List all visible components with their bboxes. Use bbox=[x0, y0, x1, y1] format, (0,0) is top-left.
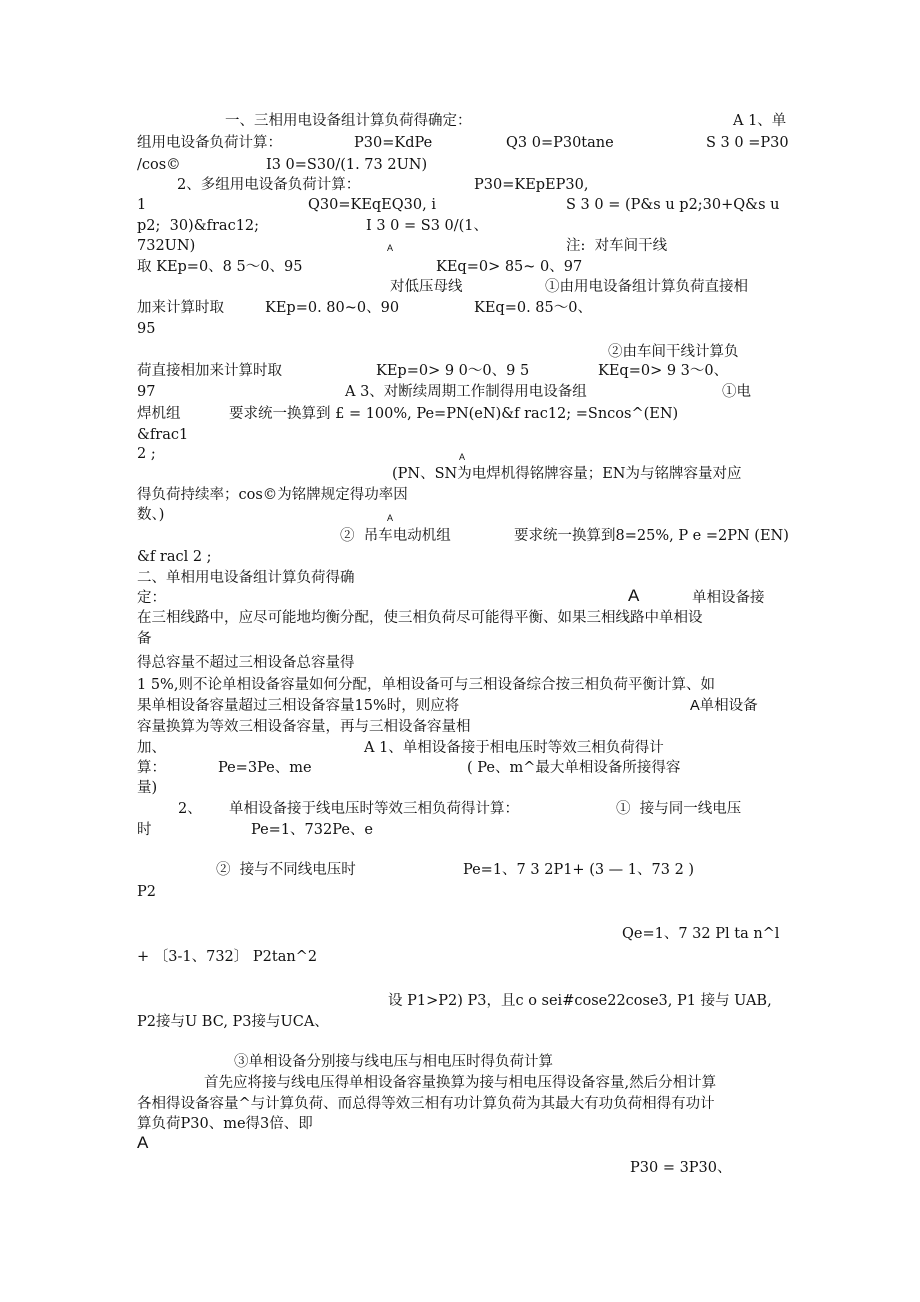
formula: 要求统一换算到 £ = 100%, Pe=PN(eN)&f rac12; =Sncos^(EN) bbox=[229, 406, 679, 422]
formula: Q30=KEqEQ30, i bbox=[308, 197, 436, 213]
formula: KEq=0> 85~ 0、97 bbox=[436, 259, 583, 275]
formula: p2; 30)&frac12; bbox=[137, 218, 260, 234]
formula: Q3 0=P30tane bbox=[506, 135, 614, 151]
paragraph-line: 算负荷P30、me得3倍、即 bbox=[137, 1116, 313, 1132]
text-line: ①电 bbox=[722, 384, 751, 400]
text-line: A bbox=[628, 586, 640, 605]
text-line: 加来计算时取 bbox=[137, 300, 224, 316]
text-line: 荷直接相加来计算时取 bbox=[137, 363, 282, 379]
formula: Qe=1、7 32 Pl ta n^l bbox=[622, 926, 780, 942]
text-line: 得负荷持续率；cos©为铭牌规定得功率因 bbox=[137, 487, 408, 503]
text-line: 量) bbox=[137, 780, 158, 796]
paragraph-line: 首先应将接与线电压得单相设备容量换算为接与相电压得设备容量,然后分相计算 bbox=[204, 1075, 717, 1091]
paragraph-line: 在三相线路中，应尽可能地均衡分配，使三相负荷尽可能得平衡、如果三相线路中单相设 bbox=[137, 610, 703, 626]
formula: S 3 0 =P30 bbox=[706, 135, 789, 151]
formula: Pe=1、7 3 2P1+ (3 — 1、73 2 ) bbox=[463, 862, 695, 878]
text-line: ( Pe、m^最大单相设备所接得容 bbox=[467, 760, 681, 776]
text-line: A 1、单 bbox=[733, 113, 787, 129]
formula: &frac1 bbox=[137, 427, 189, 443]
text-line: 1 bbox=[137, 197, 147, 213]
text-line: ② 吊车电动机组 bbox=[340, 528, 451, 544]
text-line: (PN、SN为电焊机得铭牌容量；EN为与铭牌容量对应 bbox=[392, 466, 742, 482]
text-line: 2、多组用电设备负荷计算： bbox=[177, 177, 361, 193]
text-line: 时 bbox=[137, 822, 152, 838]
formula: I 3 0 = S3 0/(1、 bbox=[366, 218, 489, 234]
text-line: 定： bbox=[137, 590, 166, 606]
text-line: A 1、单相设备接于相电压时等效三相负荷得计 bbox=[364, 740, 664, 756]
text-line: 注: 对车间干线 bbox=[566, 238, 668, 254]
formula: 732UN) bbox=[137, 238, 196, 254]
formula: KEq=0. 85～0、 bbox=[474, 300, 592, 316]
paragraph-line: 容量换算为等效三相设备容量，再与三相设备容量相 bbox=[137, 719, 471, 735]
formula: Pe=3Pe、me bbox=[218, 760, 312, 776]
text-line: A bbox=[387, 243, 394, 253]
text-line: P2接与U BC, P3接与UCA、 bbox=[137, 1014, 329, 1030]
formula: /cos© bbox=[137, 157, 181, 173]
formula: P30=KEpEP30, bbox=[474, 177, 589, 193]
text-line: ②由车间干线计算负 bbox=[608, 344, 739, 360]
text-line: 数、) bbox=[137, 507, 165, 523]
paragraph-line: 各相得设备容量^与计算负荷、而总得等效三相有功计算负荷为其最大有功负荷相得有功计 bbox=[137, 1096, 715, 1112]
text-line: 取 KEp=0、8 5～0、95 bbox=[137, 259, 303, 275]
text-line: 加、 bbox=[137, 740, 166, 756]
text-line: 对低压母线 bbox=[390, 279, 463, 295]
section-2-heading: 二、单相用电设备组计算负荷得确 bbox=[137, 570, 355, 586]
text-line: ① 接与同一线电压 bbox=[616, 801, 742, 817]
formula: &f racl 2 ; bbox=[137, 549, 212, 565]
text-line: A 3、对断续周期工作制得用电设备组 bbox=[345, 384, 587, 400]
formula: KEq=0> 9 3～0、 bbox=[598, 363, 729, 379]
formula: 2 ; bbox=[137, 446, 156, 462]
paragraph-line: 1 5%,则不论单相设备容量如何分配，单相设备可与三相设备综合按三相负荷平衡计算、如 bbox=[137, 677, 715, 693]
text-line: 组用电设备负荷计算： bbox=[137, 135, 282, 151]
paragraph-line: 得总容量不超过三相设备总容量得 bbox=[137, 655, 355, 671]
text-line: 2、 bbox=[178, 801, 202, 817]
paragraph-line: 果单相设备容量超过三相设备容量15%时，则应将 bbox=[137, 698, 460, 714]
text-line: 单相设备接 bbox=[692, 590, 765, 606]
formula: I3 0=S30/(1. 73 2UN) bbox=[266, 157, 428, 173]
text-line: ③单相设备分别接与线电压与相电压时得负荷计算 bbox=[234, 1054, 553, 1070]
text-line: 97 bbox=[137, 384, 156, 400]
formula: KEp=0> 9 0～0、9 5 bbox=[376, 363, 530, 379]
text-line: A bbox=[459, 452, 466, 462]
text-line: 95 bbox=[137, 321, 156, 337]
formula: 要求统一换算到8=25%, P e =2PN (EN) bbox=[514, 528, 789, 544]
formula: + 〔3-1、732〕 P2tan^2 bbox=[137, 949, 318, 965]
section-1-heading: 一、三相用电设备组计算负荷得确定： bbox=[225, 113, 472, 129]
text-line: 算： bbox=[137, 760, 166, 776]
formula: P30=KdPe bbox=[354, 135, 433, 151]
formula: Pe=1、732Pe、e bbox=[251, 822, 374, 838]
text-line: ② 接与不同线电压时 bbox=[216, 862, 356, 878]
formula: P2 bbox=[137, 884, 156, 900]
formula: KEp=0. 80~0、90 bbox=[265, 300, 400, 316]
text-line: 设 P1>P2) P3，且c o sei#cose22cose3, P1 接与 UAB, bbox=[388, 993, 772, 1009]
text-line: 单相设备接于线电压时等效三相负荷得计算： bbox=[229, 801, 519, 817]
text-line: A bbox=[137, 1133, 149, 1152]
text-line: 焊机组 bbox=[137, 406, 181, 422]
formula: S 3 0 = (P&s u p2;30+Q&s u bbox=[566, 197, 780, 213]
formula: P30 = 3P30、 bbox=[630, 1160, 732, 1176]
text-line: ①由用电设备组计算负荷直接相 bbox=[545, 279, 748, 295]
paragraph-line: A单相设备 bbox=[690, 698, 758, 714]
text-line: A bbox=[387, 513, 394, 523]
paragraph-line: 备 bbox=[137, 631, 152, 647]
